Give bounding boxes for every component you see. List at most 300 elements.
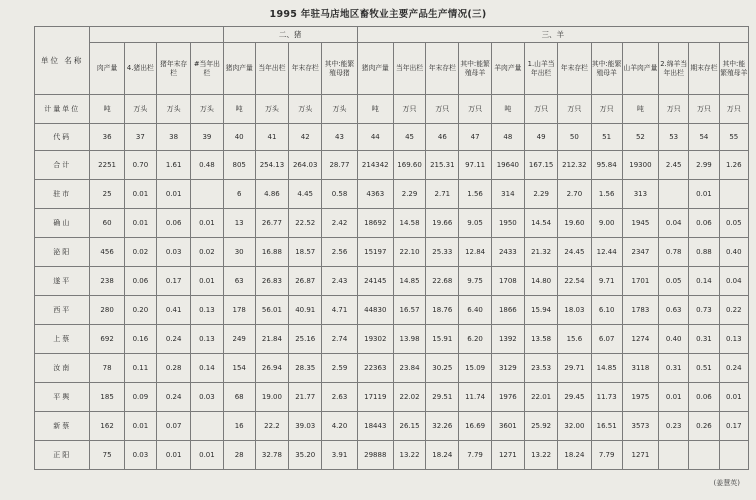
data-cell: 2.59 <box>322 354 357 383</box>
data-cell: 692 <box>90 325 124 354</box>
column-header: 期末存栏 <box>689 43 719 95</box>
data-cell: 9.71 <box>591 267 622 296</box>
data-cell: 0.02 <box>124 238 156 267</box>
table-row <box>35 209 749 238</box>
data-cell: 2.74 <box>322 325 357 354</box>
column-header: 肉产量 <box>90 43 124 95</box>
data-cell: 29888 <box>357 441 393 470</box>
data-cell: 0.73 <box>689 296 719 325</box>
code-cell: 41 <box>255 124 288 151</box>
column-header: 其中:能繁殖母猪 <box>322 43 357 95</box>
data-cell: 26.15 <box>393 412 425 441</box>
data-cell: 0.78 <box>659 238 689 267</box>
data-cell: 0.63 <box>659 296 689 325</box>
data-cell: 22.52 <box>289 209 322 238</box>
column-header: 年末存栏 <box>289 43 322 95</box>
data-cell: 0.01 <box>191 267 223 296</box>
data-cell: 0.01 <box>689 180 719 209</box>
table-row <box>35 325 749 354</box>
data-cell: 22.02 <box>393 383 425 412</box>
data-cell: 249 <box>223 325 255 354</box>
table-row <box>35 151 749 180</box>
data-cell: 178 <box>223 296 255 325</box>
data-cell: 1950 <box>491 209 524 238</box>
column-header: 其中:能繁殖母羊 <box>719 43 748 95</box>
data-cell: 6.20 <box>459 325 491 354</box>
data-cell: 2251 <box>90 151 124 180</box>
data-cell: 25.33 <box>426 238 459 267</box>
data-cell: 0.07 <box>157 412 191 441</box>
column-header-row <box>35 43 749 95</box>
data-cell: 7.79 <box>459 441 491 470</box>
data-cell: 19.00 <box>255 383 288 412</box>
data-cell: 2.29 <box>524 180 557 209</box>
data-cell: 2433 <box>491 238 524 267</box>
data-cell: 6 <box>223 180 255 209</box>
data-cell: 19302 <box>357 325 393 354</box>
data-cell: 40.91 <box>289 296 322 325</box>
data-cell: 26.77 <box>255 209 288 238</box>
corner-header: 单位 名称 <box>35 27 90 95</box>
code-cell: 39 <box>191 124 223 151</box>
data-cell: 19.60 <box>558 209 591 238</box>
data-cell: 22.68 <box>426 267 459 296</box>
data-cell: 1274 <box>622 325 658 354</box>
code-cell: 51 <box>591 124 622 151</box>
data-cell: 0.01 <box>157 441 191 470</box>
row-name: 正阳 <box>35 441 90 470</box>
data-cell: 2347 <box>622 238 658 267</box>
code-cell: 46 <box>426 124 459 151</box>
data-cell: 19300 <box>622 151 658 180</box>
code-cell: 43 <box>322 124 357 151</box>
data-cell: 0.17 <box>719 412 748 441</box>
unit-cell: 吨 <box>622 95 658 124</box>
data-cell: 214342 <box>357 151 393 180</box>
data-cell: 97.11 <box>459 151 491 180</box>
data-cell: 15197 <box>357 238 393 267</box>
column-header: 2.绵羊当年出栏 <box>659 43 689 95</box>
code-cell: 37 <box>124 124 156 151</box>
data-cell: 2.56 <box>322 238 357 267</box>
row-name: 泌阳 <box>35 238 90 267</box>
column-header: 其中:能繁殖母羊 <box>459 43 491 95</box>
data-cell: 1.56 <box>459 180 491 209</box>
code-cell: 42 <box>289 124 322 151</box>
data-cell: 18.76 <box>426 296 459 325</box>
unit-cell: 万头 <box>289 95 322 124</box>
unit-cell: 万只 <box>689 95 719 124</box>
row-name: 遂平 <box>35 267 90 296</box>
data-cell: 0.01 <box>124 180 156 209</box>
data-cell: 2.45 <box>659 151 689 180</box>
data-cell: 0.01 <box>157 180 191 209</box>
data-cell: 0.01 <box>659 383 689 412</box>
data-cell: 15.09 <box>459 354 491 383</box>
data-cell: 1271 <box>622 441 658 470</box>
data-cell: 3129 <box>491 354 524 383</box>
data-cell: 0.23 <box>659 412 689 441</box>
data-cell: 18.24 <box>426 441 459 470</box>
column-header: 当年出栏 <box>393 43 425 95</box>
data-cell: 13.98 <box>393 325 425 354</box>
data-cell: 18692 <box>357 209 393 238</box>
code-cell: 49 <box>524 124 557 151</box>
column-header: 4.猪出栏 <box>124 43 156 95</box>
column-header: 年末存栏 <box>558 43 591 95</box>
data-cell: 14.85 <box>393 267 425 296</box>
unit-cell: 万头 <box>322 95 357 124</box>
data-cell: 23.84 <box>393 354 425 383</box>
data-cell: 1945 <box>622 209 658 238</box>
table-row <box>35 441 749 470</box>
data-cell: 29.45 <box>558 383 591 412</box>
table-row <box>35 412 749 441</box>
unit-cell: 吨 <box>90 95 124 124</box>
data-cell: 2.99 <box>689 151 719 180</box>
data-cell: 21.77 <box>289 383 322 412</box>
code-cell: 38 <box>157 124 191 151</box>
code-label: 代码 <box>35 124 90 151</box>
group-sheep: 三、羊 <box>357 27 748 43</box>
data-cell: 185 <box>90 383 124 412</box>
footer-author: (姜慧英) <box>713 479 740 487</box>
data-cell: 0.24 <box>719 354 748 383</box>
data-cell: 0.01 <box>124 412 156 441</box>
data-cell: 6.10 <box>591 296 622 325</box>
livestock-table <box>34 26 749 470</box>
data-cell: 30 <box>223 238 255 267</box>
data-cell: 19640 <box>491 151 524 180</box>
data-cell: 2.71 <box>426 180 459 209</box>
data-cell: 22.10 <box>393 238 425 267</box>
data-cell: 0.06 <box>157 209 191 238</box>
unit-cell: 万头 <box>255 95 288 124</box>
unit-cell: 吨 <box>491 95 524 124</box>
data-cell: 22363 <box>357 354 393 383</box>
data-cell: 30.25 <box>426 354 459 383</box>
column-header: 山羊肉产量 <box>622 43 658 95</box>
data-cell: 0.01 <box>719 383 748 412</box>
data-cell: 0.24 <box>157 383 191 412</box>
data-cell: 9.05 <box>459 209 491 238</box>
data-cell: 4.45 <box>289 180 322 209</box>
table-row <box>35 296 749 325</box>
unit-cell: 万头 <box>157 95 191 124</box>
data-cell: 0.13 <box>191 325 223 354</box>
data-cell: 22.2 <box>255 412 288 441</box>
data-cell: 0.28 <box>157 354 191 383</box>
data-cell: 95.84 <box>591 151 622 180</box>
row-name: 上蔡 <box>35 325 90 354</box>
data-cell: 3.91 <box>322 441 357 470</box>
data-cell: 2.63 <box>322 383 357 412</box>
table-row <box>35 267 749 296</box>
data-cell: 26.94 <box>255 354 288 383</box>
data-cell: 212.32 <box>558 151 591 180</box>
data-cell: 19.66 <box>426 209 459 238</box>
data-cell: 18.57 <box>289 238 322 267</box>
data-cell: 169.60 <box>393 151 425 180</box>
code-cell: 44 <box>357 124 393 151</box>
data-cell: 4.20 <box>322 412 357 441</box>
data-cell: 0.17 <box>157 267 191 296</box>
data-cell: 0.13 <box>719 325 748 354</box>
data-cell: 29.71 <box>558 354 591 383</box>
data-cell: 0.70 <box>124 151 156 180</box>
row-name: 平舆 <box>35 383 90 412</box>
data-cell: 280 <box>90 296 124 325</box>
unit-cell: 万头 <box>191 95 223 124</box>
data-cell: 314 <box>491 180 524 209</box>
data-cell: 28.77 <box>322 151 357 180</box>
data-cell: 215.31 <box>426 151 459 180</box>
unit-cell: 万只 <box>591 95 622 124</box>
unit-cell: 万头 <box>124 95 156 124</box>
data-cell: 1271 <box>491 441 524 470</box>
data-cell: 22.54 <box>558 267 591 296</box>
data-cell: 32.26 <box>426 412 459 441</box>
data-cell: 11.74 <box>459 383 491 412</box>
column-header: 猪肉产量 <box>357 43 393 95</box>
data-cell: 32.78 <box>255 441 288 470</box>
table-row <box>35 383 749 412</box>
data-cell: 56.01 <box>255 296 288 325</box>
data-cell: 0.40 <box>659 325 689 354</box>
data-cell: 3601 <box>491 412 524 441</box>
data-cell: 0.14 <box>191 354 223 383</box>
data-cell: 0.04 <box>719 267 748 296</box>
code-cell: 52 <box>622 124 658 151</box>
unit-cell: 万只 <box>426 95 459 124</box>
data-cell: 26.87 <box>289 267 322 296</box>
data-cell: 0.09 <box>124 383 156 412</box>
data-cell: 16.51 <box>591 412 622 441</box>
data-cell: 4.86 <box>255 180 288 209</box>
data-cell: 18443 <box>357 412 393 441</box>
data-cell: 0.11 <box>124 354 156 383</box>
data-cell: 24145 <box>357 267 393 296</box>
row-name: 驻市 <box>35 180 90 209</box>
table-row <box>35 354 749 383</box>
data-cell: 238 <box>90 267 124 296</box>
data-cell: 0.31 <box>659 354 689 383</box>
data-cell: 18.24 <box>558 441 591 470</box>
data-cell: 6.07 <box>591 325 622 354</box>
unit-cell: 万只 <box>558 95 591 124</box>
data-cell: 0.48 <box>191 151 223 180</box>
data-cell: 0.03 <box>124 441 156 470</box>
data-cell: 16.88 <box>255 238 288 267</box>
code-cell: 45 <box>393 124 425 151</box>
data-cell: 2.29 <box>393 180 425 209</box>
data-cell: 22.01 <box>524 383 557 412</box>
column-header: 猪肉产量 <box>223 43 255 95</box>
data-cell: 23.53 <box>524 354 557 383</box>
data-cell: 0.16 <box>124 325 156 354</box>
data-cell: 0.06 <box>689 209 719 238</box>
data-cell: 0.05 <box>659 267 689 296</box>
data-cell <box>719 441 748 470</box>
unit-cell: 吨 <box>223 95 255 124</box>
data-cell: 29.51 <box>426 383 459 412</box>
data-cell: 44830 <box>357 296 393 325</box>
data-cell: 75 <box>90 441 124 470</box>
data-cell: 0.41 <box>157 296 191 325</box>
table-row <box>35 238 749 267</box>
data-cell: 154 <box>223 354 255 383</box>
code-cell: 54 <box>689 124 719 151</box>
data-cell: 0.06 <box>124 267 156 296</box>
data-cell: 4363 <box>357 180 393 209</box>
data-cell: 2.70 <box>558 180 591 209</box>
data-cell: 16.69 <box>459 412 491 441</box>
data-cell: 15.94 <box>524 296 557 325</box>
data-cell: 14.58 <box>393 209 425 238</box>
data-cell: 0.88 <box>689 238 719 267</box>
data-cell: 1866 <box>491 296 524 325</box>
unit-cell: 万只 <box>459 95 491 124</box>
data-cell: 13.22 <box>524 441 557 470</box>
data-cell: 1701 <box>622 267 658 296</box>
data-cell: 2.43 <box>322 267 357 296</box>
column-header: 猪年末存栏 <box>157 43 191 95</box>
table-row <box>35 180 749 209</box>
data-cell: 14.80 <box>524 267 557 296</box>
data-cell: 25.92 <box>524 412 557 441</box>
data-cell: 63 <box>223 267 255 296</box>
data-cell: 1.56 <box>591 180 622 209</box>
code-row <box>35 124 749 151</box>
data-cell: 17119 <box>357 383 393 412</box>
unit-cell: 万只 <box>659 95 689 124</box>
data-cell: 1.61 <box>157 151 191 180</box>
data-cell: 0.22 <box>719 296 748 325</box>
data-cell: 15.6 <box>558 325 591 354</box>
data-cell: 16 <box>223 412 255 441</box>
data-cell <box>191 180 223 209</box>
data-cell: 162 <box>90 412 124 441</box>
group-pig: 二、猪 <box>223 27 357 43</box>
code-cell: 53 <box>659 124 689 151</box>
data-cell: 1783 <box>622 296 658 325</box>
column-header: 1.山羊当年出栏 <box>524 43 557 95</box>
data-cell: 0.24 <box>157 325 191 354</box>
data-cell: 4.71 <box>322 296 357 325</box>
unit-cell: 万只 <box>719 95 748 124</box>
column-header: 其中:能繁殖母羊 <box>591 43 622 95</box>
data-cell: 0.51 <box>689 354 719 383</box>
row-name: 汝南 <box>35 354 90 383</box>
data-cell: 7.79 <box>591 441 622 470</box>
row-name: 确山 <box>35 209 90 238</box>
data-cell: 0.06 <box>689 383 719 412</box>
data-cell: 21.84 <box>255 325 288 354</box>
data-cell: 0.20 <box>124 296 156 325</box>
unit-cell: 万只 <box>393 95 425 124</box>
data-cell: 18.03 <box>558 296 591 325</box>
code-cell: 40 <box>223 124 255 151</box>
code-cell: 36 <box>90 124 124 151</box>
data-cell: 0.13 <box>191 296 223 325</box>
row-name: 新蔡 <box>35 412 90 441</box>
row-name: 合计 <box>35 151 90 180</box>
data-cell: 0.01 <box>191 209 223 238</box>
column-header: #当年出栏 <box>191 43 223 95</box>
unit-label: 计量单位 <box>35 95 90 124</box>
data-cell: 9.75 <box>459 267 491 296</box>
data-cell: 39.03 <box>289 412 322 441</box>
data-cell: 25 <box>90 180 124 209</box>
column-header: 年末存栏 <box>426 43 459 95</box>
row-name: 西平 <box>35 296 90 325</box>
code-cell: 55 <box>719 124 748 151</box>
data-cell: 25.16 <box>289 325 322 354</box>
data-cell <box>659 441 689 470</box>
code-cell: 50 <box>558 124 591 151</box>
data-cell <box>719 180 748 209</box>
data-cell: 13.58 <box>524 325 557 354</box>
data-cell: 456 <box>90 238 124 267</box>
data-cell: 1975 <box>622 383 658 412</box>
data-cell: 32.00 <box>558 412 591 441</box>
data-cell <box>689 441 719 470</box>
data-cell: 14.54 <box>524 209 557 238</box>
data-cell: 3118 <box>622 354 658 383</box>
data-cell: 13 <box>223 209 255 238</box>
data-cell: 0.40 <box>719 238 748 267</box>
data-cell: 2.42 <box>322 209 357 238</box>
data-cell: 0.01 <box>191 441 223 470</box>
unit-cell: 吨 <box>357 95 393 124</box>
data-cell <box>659 180 689 209</box>
data-cell: 13.22 <box>393 441 425 470</box>
data-cell: 35.20 <box>289 441 322 470</box>
data-cell: 6.40 <box>459 296 491 325</box>
data-cell: 254.13 <box>255 151 288 180</box>
data-cell: 28.35 <box>289 354 322 383</box>
table-title: 1995 年驻马店地区畜牧业主要产品生产情况(三) <box>269 9 487 20</box>
data-cell: 68 <box>223 383 255 412</box>
column-header: 羊肉产量 <box>491 43 524 95</box>
data-cell: 16.57 <box>393 296 425 325</box>
data-cell: 78 <box>90 354 124 383</box>
data-cell: 1.26 <box>719 151 748 180</box>
data-cell <box>191 412 223 441</box>
data-cell: 0.58 <box>322 180 357 209</box>
data-cell: 313 <box>622 180 658 209</box>
data-cell: 12.44 <box>591 238 622 267</box>
data-cell: 264.03 <box>289 151 322 180</box>
group-blank <box>90 27 223 43</box>
data-cell: 1392 <box>491 325 524 354</box>
data-cell: 0.03 <box>157 238 191 267</box>
data-cell: 0.26 <box>689 412 719 441</box>
data-cell: 0.01 <box>124 209 156 238</box>
data-cell: 9.00 <box>591 209 622 238</box>
data-cell: 28 <box>223 441 255 470</box>
data-cell: 0.03 <box>191 383 223 412</box>
data-cell: 1976 <box>491 383 524 412</box>
data-cell: 0.31 <box>689 325 719 354</box>
unit-cell: 万只 <box>524 95 557 124</box>
data-cell: 1708 <box>491 267 524 296</box>
code-cell: 47 <box>459 124 491 151</box>
column-header: 当年出栏 <box>255 43 288 95</box>
data-cell: 0.14 <box>689 267 719 296</box>
unit-row <box>35 95 749 124</box>
data-cell: 60 <box>90 209 124 238</box>
